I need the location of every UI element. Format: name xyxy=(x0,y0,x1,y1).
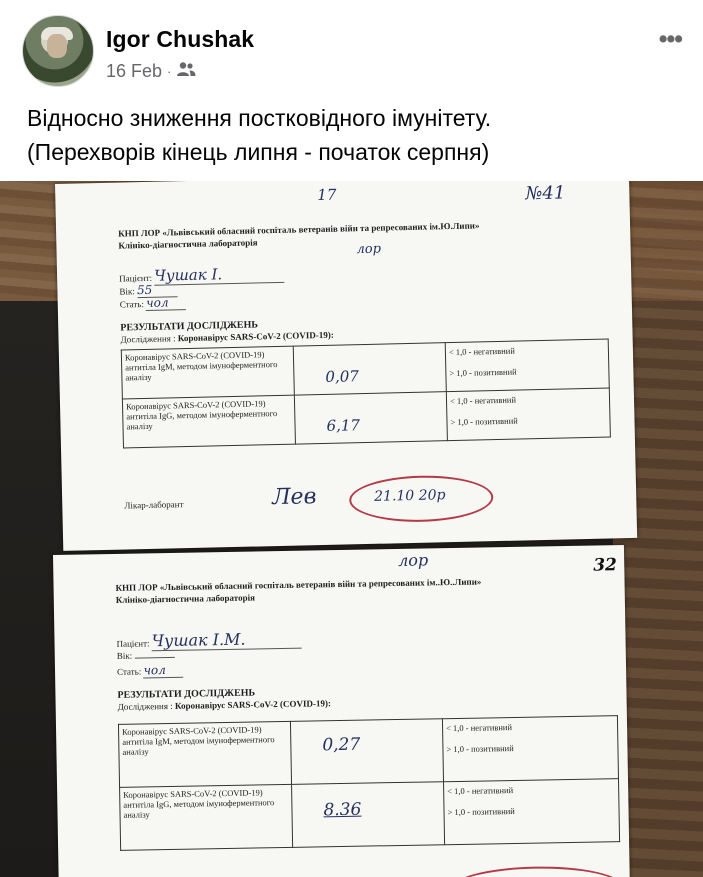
sheet1-patient-label: Пацієнт: xyxy=(119,272,153,284)
sheet1-results-table xyxy=(121,338,611,448)
more-options-icon[interactable]: ••• xyxy=(658,25,682,53)
friends-icon[interactable] xyxy=(176,61,196,82)
sheet1-corner-left: 17 xyxy=(317,185,337,205)
table-row xyxy=(118,716,618,788)
lab-sheet-1 xyxy=(55,181,637,551)
sheet1-patient-value: Чушак І. xyxy=(154,264,284,286)
sheet1-row1-ref-neg: < 1,0 - негативний xyxy=(448,345,515,358)
sheet2-results-table xyxy=(118,715,620,851)
sheet2-patient-value: Чушак І.М. xyxy=(152,629,302,652)
sheet1-sex-value: чол xyxy=(146,295,186,311)
sheet2-patient-row xyxy=(116,629,302,652)
post-meta xyxy=(106,61,196,82)
sheet1-doctor-label: Лікар-лаборант xyxy=(124,499,184,511)
post-header xyxy=(0,0,703,95)
sheet2-row1-value: 0,27 xyxy=(322,734,361,756)
author-name[interactable]: Igor Chushak xyxy=(106,26,255,52)
sheet1-row2-ref-neg: < 1,0 - негативний xyxy=(449,394,517,407)
sheet2-results-title: РЕЗУЛЬТАТИ ДОСЛІДЖЕНЬ xyxy=(117,687,256,701)
sheet1-dept-note: лор xyxy=(356,241,382,258)
sheet2-age-label: Вік: xyxy=(116,650,133,661)
sheet2-row1-ref xyxy=(442,716,618,782)
sheet1-row2-ref-pos: > 1,0 - позитивний xyxy=(450,415,518,428)
post-text xyxy=(27,101,677,169)
sheet1-age-value: 55 xyxy=(137,282,177,298)
sheet1-header-line1: КНП ЛОР «Львівський обласний госпіталь ветеранів війн та репресованих ім.Ю.Липи» xyxy=(118,220,480,239)
sheet1-results-title: РЕЗУЛЬТАТИ ДОСЛІДЖЕНЬ xyxy=(120,319,259,334)
sheet2-study-value: Коронавірус SARS-CoV-2 (COVID-19): xyxy=(174,698,332,711)
sheet1-row2-value: 6,17 xyxy=(326,416,361,435)
sheet1-age-label: Вік: xyxy=(119,286,135,297)
sheet1-row2-ref xyxy=(446,388,610,441)
sheet2-date-oval xyxy=(449,865,624,877)
sheet2-row1-value-cell xyxy=(290,719,443,785)
avatar[interactable] xyxy=(22,15,94,87)
sheet2-dept-note: лор xyxy=(397,550,429,570)
sheet2-row1-ref-pos: > 1,0 - позитивний xyxy=(446,742,514,755)
sheet2-header-line2: Клініко-діагностична лабораторія xyxy=(115,592,256,605)
sheet2-sex-label: Стать: xyxy=(116,666,142,677)
sheet2-study-label: Дослідження : xyxy=(117,700,173,712)
sheet2-header xyxy=(115,573,615,606)
sheet1-row2-test: Коронавірус SARS-CoV-2 (COVID-19) антитіла IgG, методом імуноферментного аналізу xyxy=(122,395,295,448)
sheet1-date: 21.10 20р xyxy=(373,487,446,505)
sheet2-row2-ref xyxy=(444,779,620,845)
sheet2-sex-row xyxy=(117,663,184,679)
sheet2-age-value xyxy=(134,657,174,659)
sheet2-row2-test: Коронавірус SARS-CoV-2 (COVID-19) антитіла IgG, методом імуноферментного аналізу xyxy=(120,784,293,850)
sheet2-row2-ref-pos: > 1,0 - позитивний xyxy=(447,805,515,818)
sheet2-row2-value-cell xyxy=(292,782,445,848)
table-row xyxy=(120,779,620,851)
sheet2-row2-value: 8.36 xyxy=(323,799,362,821)
sheet2-sex-value: чол xyxy=(143,663,183,679)
sheet1-row1-value-cell xyxy=(293,343,446,395)
post-text-line1: Відносно зниження постковідного імунітету. xyxy=(27,105,492,131)
sheet1-row1-test: Коронавірус SARS-CoV-2 (COVID-19) антитіла IgM, методом імуноферментного аналізу xyxy=(121,346,294,399)
sheet1-study-value: Коронавірус SARS-CoV-2 (COVID-19): xyxy=(177,329,334,344)
sheet1-corner-right: №41 xyxy=(525,182,566,205)
sheet1-row1-ref xyxy=(445,339,609,392)
sheet1-header-line2: Клініко-діагностична лабораторія xyxy=(118,237,258,251)
sheet1-study-label: Дослідження : xyxy=(120,333,176,345)
sheet1-row1-ref-pos: > 1,0 - позитивний xyxy=(449,366,517,379)
table-row xyxy=(122,388,610,448)
sheet1-signature: Лев xyxy=(271,484,317,511)
post-photo[interactable] xyxy=(0,181,703,877)
sheet2-corner-right: 32 xyxy=(593,555,618,576)
sheet2-patient-label: Пацієнт: xyxy=(116,638,150,649)
lab-sheet-2 xyxy=(53,545,630,877)
sheet2-row2-ref-neg: < 1,0 - негативний xyxy=(447,785,514,797)
sheet1-sex-row xyxy=(120,295,187,312)
sheet1-sex-label: Стать: xyxy=(119,299,145,310)
sheet2-header-line1: КНП ЛОР «Львівський обласний госпіталь ветеранів війн та репресованих ім..Ю..Липи» xyxy=(115,576,482,593)
post-date[interactable]: 16 Feb xyxy=(106,61,163,81)
sheet1-row1-value: 0,07 xyxy=(325,367,360,386)
avatar-face xyxy=(47,34,67,58)
post-text-line2: (Перехворів кінець липня - початок серпня) xyxy=(27,139,490,165)
meta-separator: · xyxy=(167,64,172,79)
sheet1-row2-value-cell xyxy=(294,392,447,444)
sheet2-age-row xyxy=(117,650,175,661)
sheet2-row1-test: Коронавірус SARS-CoV-2 (COVID-19) антитіла IgM, методом імуноферментного аналізу xyxy=(118,721,291,787)
sheet2-row1-ref-neg: < 1,0 - негативний xyxy=(445,722,513,734)
